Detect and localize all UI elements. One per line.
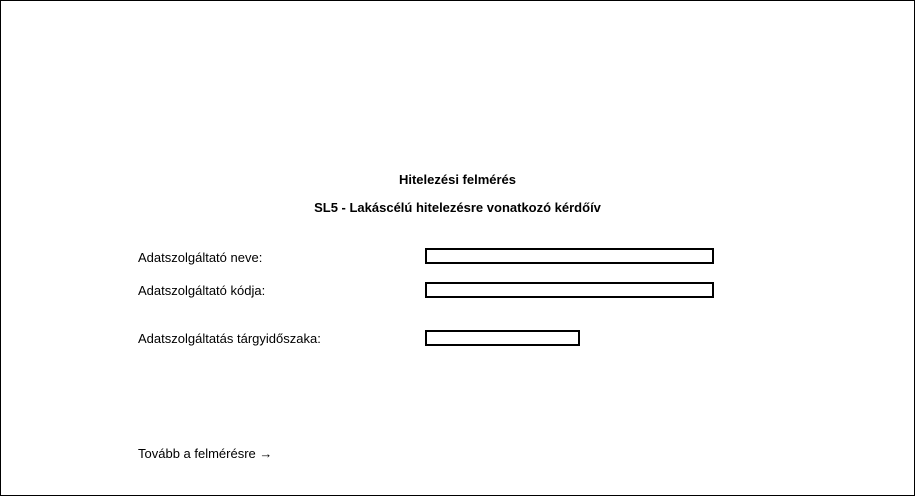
provider-name-label: Adatszolgáltató neve:	[138, 250, 263, 265]
provider-code-input[interactable]	[425, 282, 714, 298]
page-title: Hitelezési felmérés	[398, 172, 517, 187]
provider-name-input[interactable]	[425, 248, 714, 264]
reporting-period-input[interactable]	[425, 330, 580, 346]
provider-code-label: Adatszolgáltató kódja:	[138, 283, 266, 298]
reporting-period-label: Adatszolgáltatás tárgyidőszaka:	[138, 331, 321, 346]
page-subtitle: SL5 - Lakáscélú hitelezésre vonatkozó kérdőív	[314, 200, 601, 215]
continue-to-survey-link[interactable]: Tovább a felmérésre →	[138, 446, 273, 461]
